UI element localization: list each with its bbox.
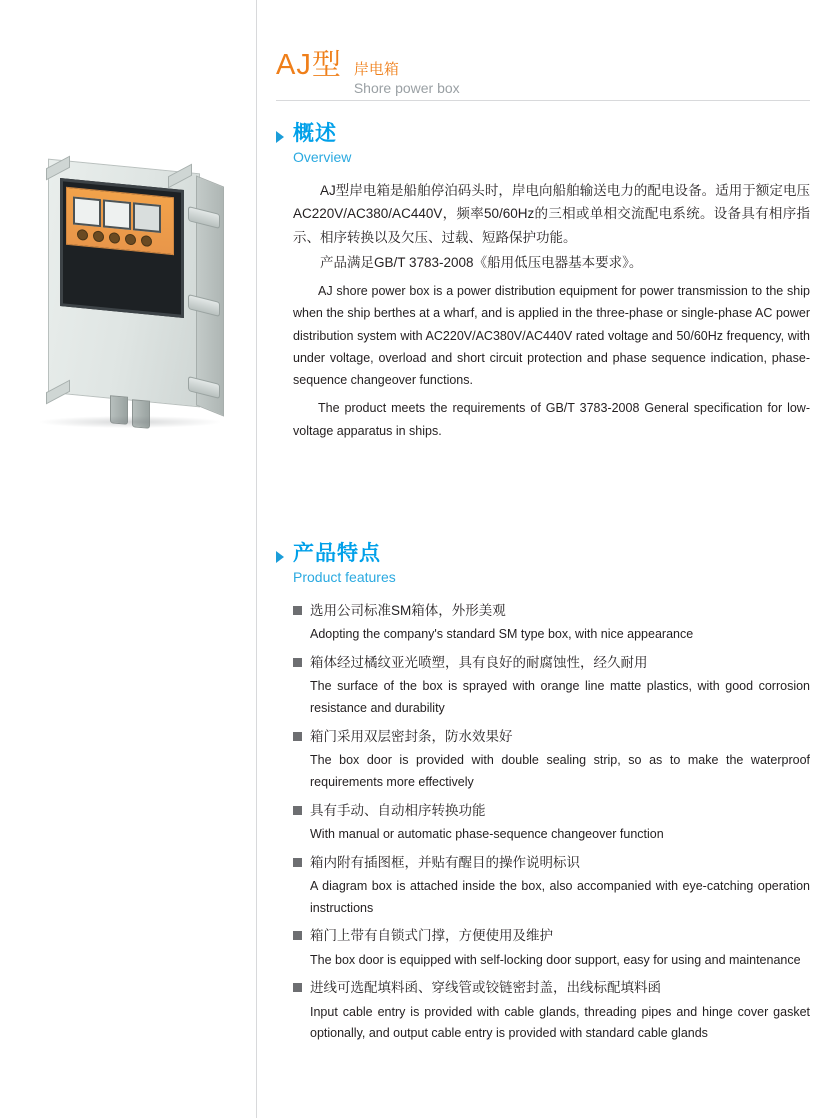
- overview-paragraph-en: AJ shore power box is a power distribution equipment for power transmission to the ship when the ship berthes at a wharf, and is applied in the three-phase or single-phase AC power distribution system with AC220V/AC380V/AC440V rated voltage and 50/60Hz frequency, with under voltage, overload and short circuit protection and phase sequence indication, phase-sequence changeover functions.: [293, 284, 810, 388]
- triangle-bullet-icon: [276, 131, 284, 143]
- knob-icon: [141, 235, 152, 247]
- product-model-code: AJ型: [276, 49, 342, 81]
- feature-text-cn: 箱体经过橘纹亚光喷塑，具有良好的耐腐蚀性，经久耐用: [310, 655, 648, 671]
- product-title-block: [276, 42, 810, 97]
- product-title-cn: 岸电箱: [353, 61, 399, 78]
- right-column: [256, 0, 830, 1118]
- square-bullet-icon: [293, 858, 302, 867]
- feature-text-cn: 箱门上带有自锁式门撑，方便使用及维护: [310, 928, 553, 944]
- feature-text-cn: 箱门采用双层密封条，防水效果好: [310, 728, 513, 744]
- triangle-bullet-icon: [276, 551, 284, 563]
- square-bullet-icon: [293, 931, 302, 940]
- section-features-title-en: Product features: [293, 569, 396, 586]
- overview-paragraph-cn: AJ型岸电箱是船舶停泊码头时，岸电向船舶输送电力的配电设备。适用于额定电压AC220V/AC380/AC440V，频率50/60Hz的三相或单相交流配电系统。设备具有相序指示、相序转换以及欠压、过载、短路保护功能。: [293, 183, 810, 245]
- square-bullet-icon: [293, 606, 302, 615]
- section-overview: [276, 122, 810, 442]
- knob-icon: [125, 233, 136, 245]
- list-item: [293, 978, 810, 1045]
- feature-text-en: A diagram box is attached inside the box, also accompanied with eye-catching operation instructions: [310, 878, 810, 915]
- features-list: [276, 601, 810, 1045]
- section-overview-body: [276, 179, 810, 442]
- section-overview-heading: [276, 122, 810, 165]
- overview-paragraph-en: The product meets the requirements of GB/T 3783-2008 General specification for low-voltage apparatus in ships.: [293, 401, 810, 438]
- section-overview-title-en: Overview: [293, 149, 352, 166]
- feature-text-cn: 箱内附有插图框，并贴有醒目的操作说明标识: [310, 854, 580, 870]
- feature-text-en: Adopting the company's standard SM type box, with nice appearance: [310, 627, 694, 642]
- section-overview-title-cn: 概述: [293, 122, 337, 145]
- square-bullet-icon: [293, 658, 302, 667]
- photo-shadow: [40, 416, 220, 428]
- list-item: [293, 601, 810, 646]
- feature-text-cn: 进线可选配填料函、穿线管或铰链密封盖，出线标配填料函: [310, 980, 661, 996]
- list-item: [293, 926, 810, 971]
- overview-paragraph-cn: 产品满足GB/T 3783-2008《船用低压电器基本要求》。: [320, 254, 643, 270]
- feature-text-en: The box door is equipped with self-locking door support, easy for using and maintenance: [310, 952, 801, 967]
- knob-icon: [77, 229, 88, 241]
- meter-icon: [73, 196, 101, 227]
- square-bullet-icon: [293, 983, 302, 992]
- list-item: [293, 727, 810, 794]
- section-features: [276, 542, 810, 1052]
- feature-text-cn: 选用公司标准SM箱体，外形美观: [310, 603, 506, 619]
- left-column: [0, 0, 256, 1118]
- knob-icon: [93, 230, 104, 242]
- section-features-title-cn: 产品特点: [293, 542, 381, 565]
- meter-icon: [133, 202, 161, 233]
- list-item: [293, 653, 810, 720]
- product-title-en: Shore power box: [353, 79, 460, 96]
- list-item: [293, 801, 810, 846]
- list-item: [293, 853, 810, 920]
- feature-text-en: The box door is provided with double sealing strip, so as to make the waterproof requirements more effectively: [310, 753, 810, 789]
- square-bullet-icon: [293, 732, 302, 741]
- meter-icon: [103, 199, 131, 230]
- cabinet-control-panel: [66, 187, 174, 255]
- knob-icon: [109, 232, 120, 244]
- feature-text-cn: 具有手动、自动相序转换功能: [310, 802, 486, 818]
- square-bullet-icon: [293, 806, 302, 815]
- product-photo: [18, 148, 240, 436]
- title-rule: [276, 100, 810, 101]
- feature-text-en: With manual or automatic phase-sequence changeover function: [310, 826, 664, 841]
- feature-text-en: Input cable entry is provided with cable glands, threading pipes and hinge cover gasket optionally, and output cable entry is provided with standard cable glands: [310, 1004, 810, 1041]
- section-features-heading: [276, 542, 810, 585]
- feature-text-en: The surface of the box is sprayed with orange line matte plastics, with good corrosion resistance and durability: [310, 679, 810, 716]
